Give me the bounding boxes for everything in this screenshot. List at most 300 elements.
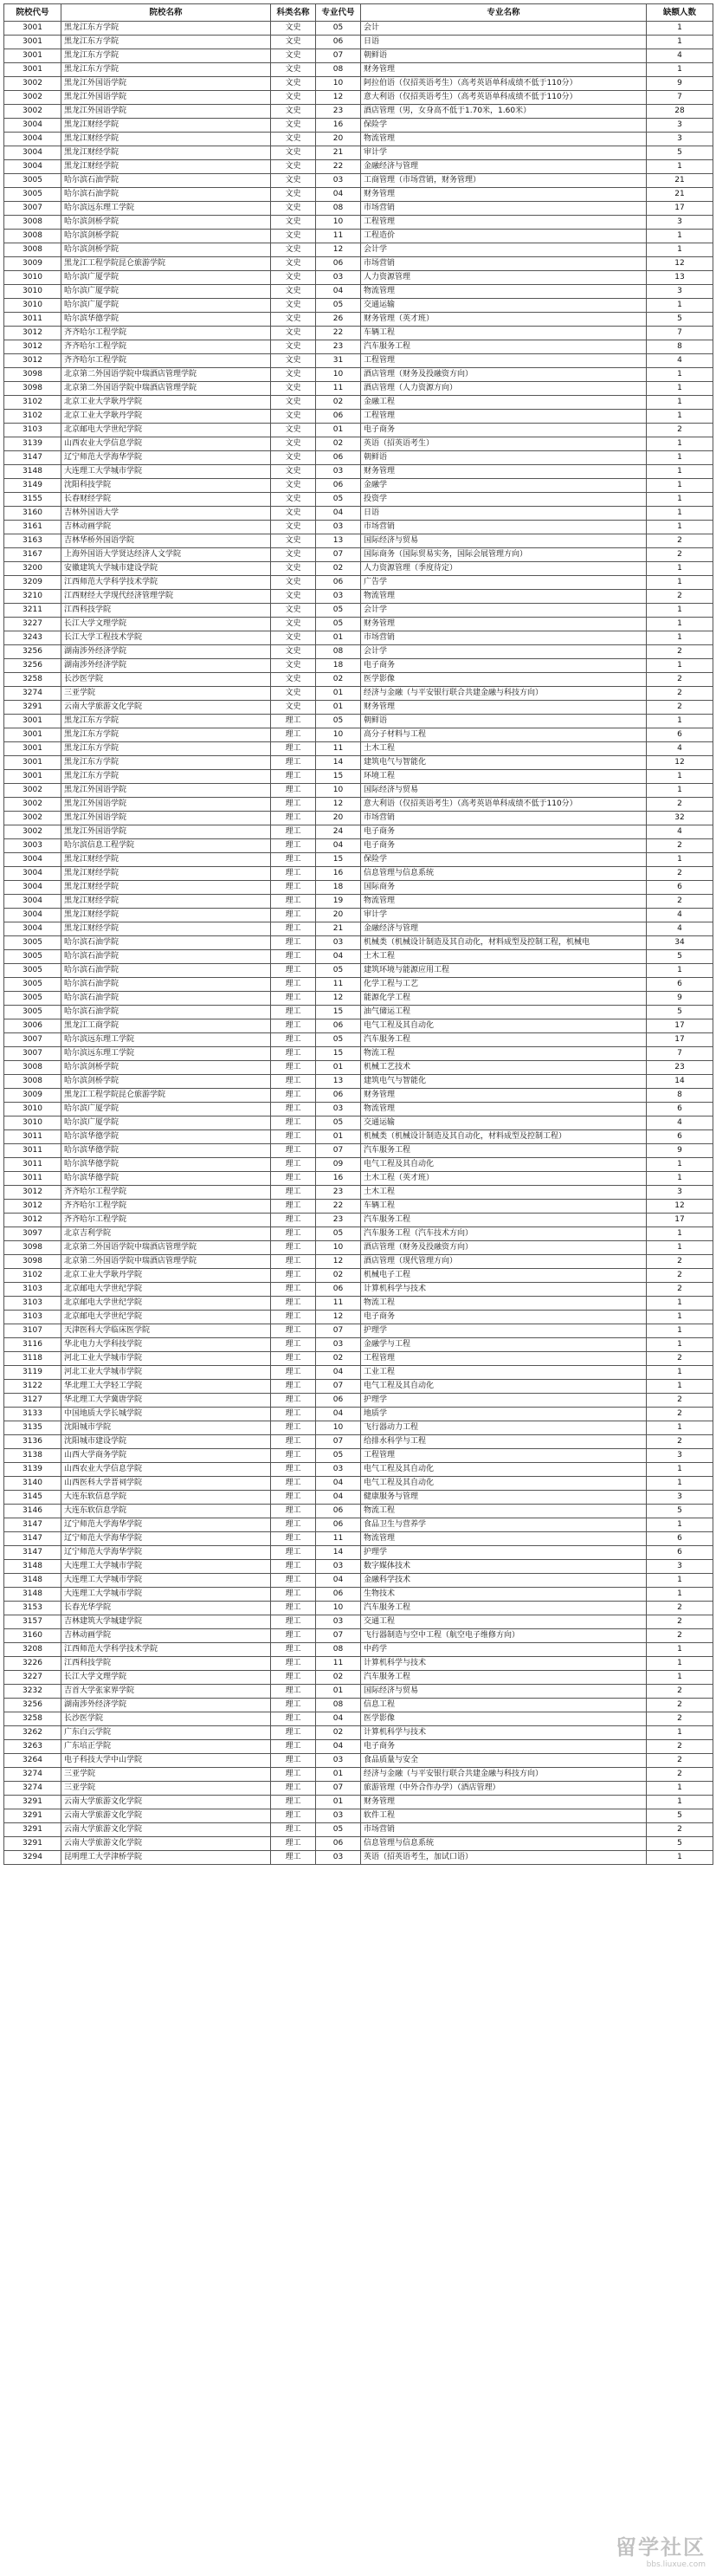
cell-vacancy: 1 <box>647 770 713 784</box>
cell-category: 文史 <box>271 437 316 451</box>
cell-vacancy: 1 <box>647 1851 713 1865</box>
cell-school-code: 3012 <box>4 1186 61 1200</box>
cell-major-name: 物流管理 <box>361 895 647 909</box>
cell-school-name: 黑龙江财经学院 <box>61 895 271 909</box>
cell-school-name: 黑龙江外国语学院 <box>61 91 271 105</box>
cell-major-name: 会计学 <box>361 645 647 659</box>
cell-major-code: 03 <box>316 1560 361 1574</box>
cell-school-code: 3004 <box>4 867 61 881</box>
cell-vacancy: 3 <box>647 216 713 230</box>
cell-vacancy: 4 <box>647 49 713 63</box>
table-row <box>4 936 713 950</box>
cell-school-name: 山西医科大学晋祠学院 <box>61 1477 271 1491</box>
cell-vacancy: 23 <box>647 1061 713 1075</box>
cell-school-name: 哈尔滨华德学院 <box>61 313 271 327</box>
cell-vacancy: 4 <box>647 922 713 936</box>
cell-school-name: 电子科技大学中山学院 <box>61 1754 271 1768</box>
cell-school-name: 昆明理工大学津桥学院 <box>61 1851 271 1865</box>
cell-major-code: 05 <box>316 1116 361 1130</box>
header-school-code: 院校代号 <box>4 4 61 22</box>
cell-school-code: 3004 <box>4 119 61 133</box>
cell-school-code: 3161 <box>4 521 61 534</box>
table-row <box>4 1116 713 1130</box>
cell-category: 文史 <box>271 604 316 618</box>
cell-vacancy: 7 <box>647 1047 713 1061</box>
cell-school-name: 安徽建筑大学城市建设学院 <box>61 562 271 576</box>
cell-school-code: 3001 <box>4 756 61 770</box>
cell-school-code: 3103 <box>4 1283 61 1297</box>
cell-major-name: 电气工程及其自动化 <box>361 1463 647 1477</box>
cell-school-code: 3007 <box>4 202 61 216</box>
cell-major-code: 04 <box>316 1366 361 1380</box>
cell-school-name: 湖南涉外经济学院 <box>61 659 271 673</box>
table-row <box>4 1366 713 1380</box>
cell-major-code: 07 <box>316 1144 361 1158</box>
cell-major-name: 投资学 <box>361 493 647 507</box>
cell-school-name: 黑龙江东方学院 <box>61 49 271 63</box>
cell-school-name: 长沙医学院 <box>61 1712 271 1726</box>
cell-category: 文史 <box>271 493 316 507</box>
cell-school-code: 3001 <box>4 742 61 756</box>
cell-school-name: 沈阳科技学院 <box>61 479 271 493</box>
cell-category: 理工 <box>271 1200 316 1214</box>
cell-major-code: 05 <box>316 618 361 631</box>
cell-category: 文史 <box>271 105 316 119</box>
cell-vacancy: 1 <box>647 243 713 257</box>
cell-vacancy: 8 <box>647 1089 713 1103</box>
cell-vacancy: 12 <box>647 1200 713 1214</box>
cell-vacancy: 4 <box>647 742 713 756</box>
cell-major-name: 朝鲜语 <box>361 715 647 728</box>
table-row <box>4 1796 713 1809</box>
table-row <box>4 1214 713 1227</box>
cell-major-name: 审计学 <box>361 146 647 160</box>
cell-major-code: 05 <box>316 1823 361 1837</box>
cell-category: 文史 <box>271 465 316 479</box>
table-row <box>4 618 713 631</box>
cell-major-code: 11 <box>316 1657 361 1671</box>
cell-major-code: 03 <box>316 1103 361 1116</box>
cell-category: 文史 <box>271 368 316 382</box>
cell-school-name: 沈阳城市建设学院 <box>61 1435 271 1449</box>
cell-vacancy: 1 <box>647 659 713 673</box>
cell-category: 文史 <box>271 631 316 645</box>
cell-school-code: 3160 <box>4 1629 61 1643</box>
cell-major-name: 人力资源管理（季度待定） <box>361 562 647 576</box>
table-row <box>4 354 713 368</box>
cell-category: 文史 <box>271 354 316 368</box>
table-row <box>4 1643 713 1657</box>
cell-major-code: 03 <box>316 936 361 950</box>
table-row <box>4 756 713 770</box>
cell-category: 理工 <box>271 770 316 784</box>
cell-major-code: 11 <box>316 1297 361 1311</box>
table-row <box>4 1823 713 1837</box>
cell-school-name: 哈尔滨广厦学院 <box>61 271 271 285</box>
cell-category: 文史 <box>271 63 316 77</box>
cell-vacancy: 1 <box>647 396 713 410</box>
cell-school-code: 3264 <box>4 1754 61 1768</box>
cell-major-code: 07 <box>316 1324 361 1338</box>
table-row <box>4 867 713 881</box>
cell-category: 理工 <box>271 1699 316 1712</box>
table-row <box>4 1726 713 1740</box>
cell-category: 文史 <box>271 133 316 146</box>
cell-category: 文史 <box>271 590 316 604</box>
table-row <box>4 22 713 36</box>
cell-vacancy: 1 <box>647 36 713 49</box>
cell-major-name: 日语 <box>361 36 647 49</box>
cell-category: 理工 <box>271 1255 316 1269</box>
cell-category: 文史 <box>271 36 316 49</box>
cell-school-name: 吉林外国语大学 <box>61 507 271 521</box>
cell-major-code: 05 <box>316 964 361 978</box>
table-row <box>4 1380 713 1394</box>
cell-school-name: 山西大学商务学院 <box>61 1449 271 1463</box>
cell-major-name: 广告学 <box>361 576 647 590</box>
cell-major-name: 金融工程 <box>361 396 647 410</box>
cell-category: 文史 <box>271 160 316 174</box>
cell-school-code: 3139 <box>4 437 61 451</box>
cell-category: 文史 <box>271 687 316 701</box>
cell-category: 理工 <box>271 1823 316 1837</box>
table-row <box>4 812 713 825</box>
cell-vacancy: 1 <box>647 1172 713 1186</box>
cell-vacancy: 1 <box>647 618 713 631</box>
cell-category: 理工 <box>271 812 316 825</box>
cell-school-code: 3149 <box>4 479 61 493</box>
cell-school-name: 黑龙江工程学院昆仑旅游学院 <box>61 1089 271 1103</box>
cell-major-code: 24 <box>316 825 361 839</box>
table-row <box>4 119 713 133</box>
cell-school-name: 黑龙江财经学院 <box>61 881 271 895</box>
cell-major-name: 汽车服务工程 <box>361 1214 647 1227</box>
table-row <box>4 1671 713 1685</box>
cell-school-name: 大连东软信息学院 <box>61 1491 271 1505</box>
cell-vacancy: 4 <box>647 1116 713 1130</box>
cell-major-name: 车辆工程 <box>361 1200 647 1214</box>
table-row <box>4 1657 713 1671</box>
cell-major-name: 物流工程 <box>361 1047 647 1061</box>
cell-school-name: 黑龙江东方学院 <box>61 756 271 770</box>
cell-school-name: 黑龙江东方学院 <box>61 36 271 49</box>
cell-vacancy: 17 <box>647 202 713 216</box>
cell-major-code: 11 <box>316 230 361 243</box>
cell-vacancy: 1 <box>647 382 713 396</box>
cell-category: 文史 <box>271 701 316 715</box>
cell-vacancy: 1 <box>647 437 713 451</box>
cell-category: 理工 <box>271 1796 316 1809</box>
cell-school-code: 3138 <box>4 1449 61 1463</box>
cell-vacancy: 3 <box>647 119 713 133</box>
cell-school-code: 3103 <box>4 1311 61 1324</box>
cell-vacancy: 2 <box>647 424 713 437</box>
table-row <box>4 950 713 964</box>
cell-category: 文史 <box>271 507 316 521</box>
cell-major-name: 财务管理 <box>361 465 647 479</box>
cell-major-name: 经济与金融（与平安银行联合共建金融与科技方向） <box>361 1768 647 1782</box>
cell-category: 理工 <box>271 1657 316 1671</box>
cell-school-name: 广东白云学院 <box>61 1726 271 1740</box>
table-row <box>4 548 713 562</box>
table-row <box>4 1740 713 1754</box>
cell-major-code: 04 <box>316 285 361 299</box>
cell-major-code: 09 <box>316 1158 361 1172</box>
cell-school-name: 黑龙江财经学院 <box>61 909 271 922</box>
cell-vacancy: 28 <box>647 105 713 119</box>
cell-major-name: 市场营销 <box>361 521 647 534</box>
cell-school-code: 3102 <box>4 1269 61 1283</box>
table-row <box>4 146 713 160</box>
table-row <box>4 964 713 978</box>
cell-vacancy: 1 <box>647 1421 713 1435</box>
cell-school-name: 黑龙江东方学院 <box>61 22 271 36</box>
cell-vacancy: 2 <box>647 1435 713 1449</box>
cell-major-name: 机械类（机械设计制造及其自动化，材料成型及控制工程，机械电 <box>361 936 647 950</box>
cell-major-name: 金融经济与管理 <box>361 160 647 174</box>
table-row <box>4 424 713 437</box>
cell-school-code: 3208 <box>4 1643 61 1657</box>
cell-category: 理工 <box>271 1574 316 1588</box>
watermark-main: 留学社区 <box>616 2535 706 2560</box>
cell-major-code: 06 <box>316 410 361 424</box>
cell-vacancy: 1 <box>647 1477 713 1491</box>
cell-vacancy: 2 <box>647 1685 713 1699</box>
cell-school-name: 湖南涉外经济学院 <box>61 645 271 659</box>
cell-school-code: 3209 <box>4 576 61 590</box>
cell-category: 理工 <box>271 1006 316 1019</box>
cell-vacancy: 4 <box>647 825 713 839</box>
cell-school-name: 辽宁师范大学海华学院 <box>61 1546 271 1560</box>
cell-major-name: 朝鲜语 <box>361 451 647 465</box>
table-row <box>4 1186 713 1200</box>
cell-vacancy: 1 <box>647 1241 713 1255</box>
cell-vacancy: 1 <box>647 1311 713 1324</box>
cell-school-code: 3012 <box>4 1214 61 1227</box>
table-row <box>4 1421 713 1435</box>
cell-school-code: 3010 <box>4 285 61 299</box>
cell-major-name: 计算机科学与技术 <box>361 1283 647 1297</box>
cell-school-name: 哈尔滨广厦学院 <box>61 1103 271 1116</box>
table-row <box>4 1394 713 1408</box>
cell-school-code: 3291 <box>4 1823 61 1837</box>
cell-school-code: 3291 <box>4 701 61 715</box>
cell-school-code: 3006 <box>4 1019 61 1033</box>
cell-category: 理工 <box>271 839 316 853</box>
cell-major-code: 10 <box>316 368 361 382</box>
cell-major-code: 08 <box>316 202 361 216</box>
cell-vacancy: 9 <box>647 992 713 1006</box>
cell-school-code: 3133 <box>4 1408 61 1421</box>
cell-category: 理工 <box>271 1297 316 1311</box>
cell-vacancy: 1 <box>647 1643 713 1657</box>
cell-school-code: 3136 <box>4 1435 61 1449</box>
cell-vacancy: 1 <box>647 1726 713 1740</box>
cell-major-name: 英语（招英语考生） <box>361 437 647 451</box>
cell-major-code: 20 <box>316 133 361 146</box>
cell-major-code: 03 <box>316 590 361 604</box>
table-row <box>4 1158 713 1172</box>
cell-category: 文史 <box>271 257 316 271</box>
cell-vacancy: 2 <box>647 1754 713 1768</box>
cell-vacancy: 2 <box>647 1408 713 1421</box>
cell-school-name: 哈尔滨石油学院 <box>61 950 271 964</box>
cell-vacancy: 1 <box>647 63 713 77</box>
cell-school-name: 哈尔滨石油学院 <box>61 964 271 978</box>
cell-major-name: 飞行器动力工程 <box>361 1421 647 1435</box>
cell-category: 理工 <box>271 1560 316 1574</box>
cell-school-code: 3227 <box>4 1671 61 1685</box>
cell-school-name: 吉林动画学院 <box>61 1629 271 1643</box>
cell-vacancy: 7 <box>647 327 713 340</box>
cell-major-name: 保险学 <box>361 853 647 867</box>
cell-major-code: 13 <box>316 534 361 548</box>
cell-category: 理工 <box>271 1338 316 1352</box>
cell-category: 理工 <box>271 825 316 839</box>
cell-school-name: 三亚学院 <box>61 1782 271 1796</box>
vacancy-table <box>3 3 713 1865</box>
cell-category: 文史 <box>271 285 316 299</box>
cell-school-code: 3007 <box>4 1033 61 1047</box>
cell-major-code: 11 <box>316 978 361 992</box>
cell-school-name: 北京工业大学耿丹学院 <box>61 1269 271 1283</box>
cell-school-code: 3001 <box>4 770 61 784</box>
cell-major-name: 交通运输 <box>361 1116 647 1130</box>
cell-major-code: 21 <box>316 146 361 160</box>
table-row <box>4 909 713 922</box>
cell-category: 理工 <box>271 1394 316 1408</box>
cell-major-code: 03 <box>316 465 361 479</box>
cell-major-name: 电子商务 <box>361 825 647 839</box>
cell-school-name: 黑龙江东方学院 <box>61 770 271 784</box>
cell-school-code: 3145 <box>4 1491 61 1505</box>
cell-category: 理工 <box>271 909 316 922</box>
cell-major-code: 06 <box>316 36 361 49</box>
cell-major-code: 02 <box>316 437 361 451</box>
cell-major-name: 酒店管理（现代管理方向） <box>361 1255 647 1269</box>
cell-school-code: 3243 <box>4 631 61 645</box>
table-row <box>4 673 713 687</box>
cell-school-name: 哈尔滨信息工程学院 <box>61 839 271 853</box>
cell-category: 理工 <box>271 1380 316 1394</box>
cell-category: 文史 <box>271 410 316 424</box>
cell-school-code: 3012 <box>4 354 61 368</box>
cell-category: 理工 <box>271 1130 316 1144</box>
cell-major-name: 市场营销 <box>361 812 647 825</box>
cell-major-name: 信息管理与信息系统 <box>361 1837 647 1851</box>
cell-major-code: 23 <box>316 1214 361 1227</box>
cell-category: 理工 <box>271 1269 316 1283</box>
cell-major-code: 26 <box>316 313 361 327</box>
cell-vacancy: 2 <box>647 1283 713 1297</box>
cell-major-name: 物流管理 <box>361 133 647 146</box>
cell-major-name: 物流管理 <box>361 1103 647 1116</box>
cell-vacancy: 1 <box>647 22 713 36</box>
cell-category: 理工 <box>271 1158 316 1172</box>
table-row <box>4 1602 713 1615</box>
cell-vacancy: 2 <box>647 895 713 909</box>
cell-school-code: 3002 <box>4 798 61 812</box>
cell-category: 理工 <box>271 936 316 950</box>
cell-vacancy: 1 <box>647 1518 713 1532</box>
cell-vacancy: 5 <box>647 1006 713 1019</box>
table-row <box>4 1837 713 1851</box>
cell-category: 理工 <box>271 1546 316 1560</box>
cell-vacancy: 1 <box>647 1158 713 1172</box>
cell-school-name: 华北理工大学轻工学院 <box>61 1380 271 1394</box>
table-row <box>4 1449 713 1463</box>
cell-vacancy: 2 <box>647 1602 713 1615</box>
table-row <box>4 590 713 604</box>
cell-school-name: 北京第二外国语学院中瑞酒店管理学院 <box>61 1255 271 1269</box>
cell-major-code: 06 <box>316 1837 361 1851</box>
cell-category: 理工 <box>271 1754 316 1768</box>
cell-category: 理工 <box>271 784 316 798</box>
cell-major-code: 16 <box>316 867 361 881</box>
cell-major-name: 国际经济与贸易 <box>361 534 647 548</box>
cell-major-name: 金融科学技术 <box>361 1574 647 1588</box>
cell-school-name: 齐齐哈尔工程学院 <box>61 1200 271 1214</box>
cell-vacancy: 9 <box>647 77 713 91</box>
cell-school-name: 江西科技学院 <box>61 1657 271 1671</box>
cell-school-code: 3256 <box>4 659 61 673</box>
cell-major-name: 汽车服务工程 <box>361 340 647 354</box>
cell-school-name: 沈阳城市学院 <box>61 1421 271 1435</box>
cell-major-code: 01 <box>316 701 361 715</box>
cell-major-code: 12 <box>316 992 361 1006</box>
table-row <box>4 1269 713 1283</box>
cell-school-name: 北京邮电大学世纪学院 <box>61 1297 271 1311</box>
cell-school-name: 齐齐哈尔工程学院 <box>61 354 271 368</box>
cell-school-code: 3002 <box>4 91 61 105</box>
cell-vacancy: 6 <box>647 1130 713 1144</box>
cell-major-code: 22 <box>316 327 361 340</box>
cell-vacancy: 5 <box>647 1809 713 1823</box>
cell-school-name: 哈尔滨剑桥学院 <box>61 243 271 257</box>
cell-category: 理工 <box>271 1019 316 1033</box>
watermark-logo <box>616 2530 706 2569</box>
cell-school-code: 3263 <box>4 1740 61 1754</box>
cell-school-code: 3256 <box>4 1699 61 1712</box>
table-row <box>4 1518 713 1532</box>
cell-school-code: 3010 <box>4 271 61 285</box>
cell-category: 文史 <box>271 521 316 534</box>
cell-vacancy: 3 <box>647 1560 713 1574</box>
cell-school-code: 3005 <box>4 978 61 992</box>
cell-major-code: 06 <box>316 1588 361 1602</box>
cell-vacancy: 1 <box>647 1324 713 1338</box>
cell-school-code: 3122 <box>4 1380 61 1394</box>
cell-vacancy: 1 <box>647 1671 713 1685</box>
cell-major-name: 国际商务（国际贸易实务，国际会展管理方向） <box>361 548 647 562</box>
cell-school-code: 3002 <box>4 825 61 839</box>
cell-school-name: 山西农业大学信息学院 <box>61 1463 271 1477</box>
cell-vacancy: 6 <box>647 881 713 895</box>
cell-school-name: 中国地质大学长城学院 <box>61 1408 271 1421</box>
cell-major-name: 国际商务 <box>361 881 647 895</box>
cell-school-name: 长江大学文理学院 <box>61 1671 271 1685</box>
cell-category: 文史 <box>271 659 316 673</box>
cell-school-code: 3003 <box>4 839 61 853</box>
cell-vacancy: 32 <box>647 812 713 825</box>
cell-school-name: 黑龙江东方学院 <box>61 715 271 728</box>
table-row <box>4 437 713 451</box>
cell-major-code: 18 <box>316 659 361 673</box>
cell-major-name: 金融经济与管理 <box>361 922 647 936</box>
table-row <box>4 715 713 728</box>
cell-school-name: 长沙医学院 <box>61 673 271 687</box>
cell-vacancy: 9 <box>647 1144 713 1158</box>
